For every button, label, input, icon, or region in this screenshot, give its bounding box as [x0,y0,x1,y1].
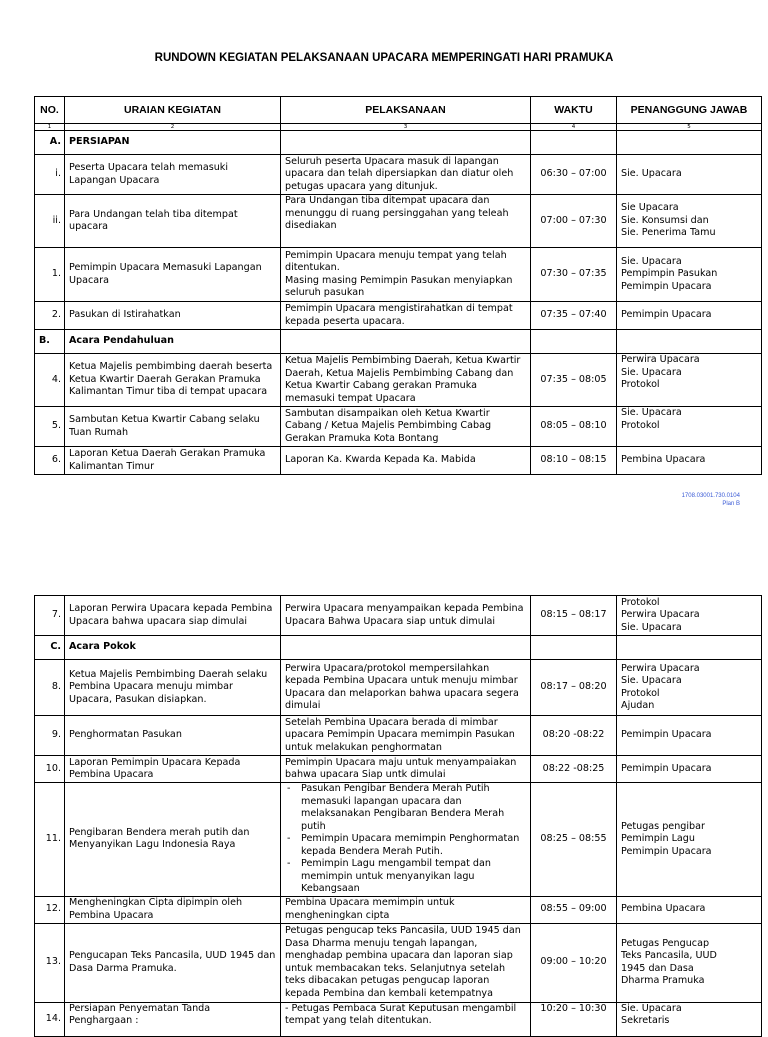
row-penanggung-jawab: Sie Upacara Sie. Konsumsi dan Sie. Penerima Tamu [617,195,762,248]
section-label: PERSIAPAN [65,131,281,155]
row-pelaksanaan: Sambutan disampaikan oleh Ketua Kwartir Cabang / Ketua Majelis Pembimbing Cabag Gerakan Pramuka Kota Bontang [281,407,531,447]
col-index: 3 [281,124,531,131]
row-waktu: 08:22 -08:25 [531,756,617,783]
table-row [35,596,762,636]
table-row [35,302,762,330]
row-waktu: 08:05 – 08:10 [531,407,617,447]
row-waktu: 08:25 – 08:55 [531,783,617,897]
table-row [35,756,762,783]
rundown-table-page-2 [34,595,762,1037]
row-penanggung-jawab: Pembina Upacara [617,447,762,475]
row-uraian: Laporan Pemimpin Upacara Kepada Pembina Upacara [65,756,281,783]
row-pelaksanaan: Para Undangan tiba ditempat upacara dan menunggu di ruang persinggahan yang teleah disediakan [281,195,531,248]
row-uraian: Pengucapan Teks Pancasila, UUD 1945 dan Dasa Darma Pramuka. [65,923,281,1002]
row-number: 5. [35,407,65,447]
table-row [35,923,762,1002]
row-uraian: Pasukan di Istirahatkan [65,302,281,330]
section-number: A. [35,131,65,155]
row-pelaksanaan: Pembina Upacara memimpin untuk mengheningkan cipta [281,896,531,923]
row-pelaksanaan: Perwira Upacara/protokol mempersilahkan kepada Pembina Upacara untuk menuju mimbar Upacara dan melaporkan bahwa upacara segera dimulai [281,660,531,716]
row-number: 6. [35,447,65,475]
pelaksanaan-list [291,783,526,896]
row-pelaksanaan: Pemimpin Upacara menuju tempat yang telah ditentukan. Masing masing Pemimpin Pasukan menyiapkan seluruh pasukan [281,248,531,302]
section-label: Acara Pendahuluan [65,330,281,354]
row-penanggung-jawab: Sie. Upacara Pempimpin Pasukan Pemimpin Upacara [617,248,762,302]
col-index: 4 [531,124,617,131]
row-uraian: Persiapan Penyematan Tanda Penghargaan : [65,1002,281,1036]
row-waktu: 07:30 – 07:35 [531,248,617,302]
rundown-table-page-1 [34,96,762,475]
row-uraian: Laporan Ketua Daerah Gerakan Pramuka Kalimantan Timur [65,447,281,475]
table-row [35,660,762,716]
header-pelaksanaan: PELAKSANAAN [281,97,531,124]
table-row [35,248,762,302]
row-penanggung-jawab: Protokol Perwira Upacara Sie. Upacara [617,596,762,636]
row-pelaksanaan: Ketua Majelis Pembimbing Daerah, Ketua Kwartir Daerah, Ketua Majelis Pembimbing Cabang dan Ketua Kwartir Cabang gerakan Pramuka memasuki tempat Upacara [281,354,531,407]
row-number: 14. [35,1002,65,1036]
row-number: 12. [35,896,65,923]
column-index-row [35,124,762,131]
row-pelaksanaan [281,783,531,897]
row-number: ii. [35,195,65,248]
table-row [35,716,762,756]
row-waktu: 10:20 – 10:30 [531,1002,617,1036]
row-waktu: 07:35 – 07:40 [531,302,617,330]
row-number: 9. [35,716,65,756]
row-number: i. [35,155,65,195]
row-pelaksanaan: Laporan Ka. Kwarda Kepada Ka. Mabida [281,447,531,475]
row-waktu: 06:30 – 07:00 [531,155,617,195]
header-no: NO. [35,97,65,124]
row-uraian: Ketua Majelis pembimbing daerah beserta Ketua Kwartir Daerah Gerakan Pramuka Kalimantan Timur tiba di tempat upacara [65,354,281,407]
section-number: B. [35,330,65,354]
row-uraian: Pengibaran Bendera merah putih dan Menyanyikan Lagu Indonesia Raya [65,783,281,897]
row-penanggung-jawab: Petugas pengibar Pemimpin Lagu Pemimpin Upacara [617,783,762,897]
row-waktu: 08:55 – 09:00 [531,896,617,923]
row-penanggung-jawab: Sie. Upacara Protokol [617,407,762,447]
list-item: - Pasukan Pengibar Bendera Merah Putih memasuki lapangan upacara dan melaksanakan Pengibaran Bendera Merah putih [301,783,526,833]
row-penanggung-jawab: Pembina Upacara [617,896,762,923]
row-penanggung-jawab: Sie. Upacara Sekretaris [617,1002,762,1036]
row-waktu: 08:20 -08:22 [531,716,617,756]
row-number: 10. [35,756,65,783]
row-uraian: Penghormatan Pasukan [65,716,281,756]
section-row [35,330,762,354]
row-waktu: 09:00 – 10:20 [531,923,617,1002]
header-waktu: WAKTU [531,97,617,124]
row-waktu: 08:15 – 08:17 [531,596,617,636]
row-uraian: Mengheningkan Cipta dipimpin oleh Pembina Upacara [65,896,281,923]
row-uraian: Peserta Upacara telah memasuki Lapangan Upacara [65,155,281,195]
section-number: C. [35,636,65,660]
table-row [35,447,762,475]
row-number: 1. [35,248,65,302]
row-waktu: 07:35 – 08:05 [531,354,617,407]
row-number: 11. [35,783,65,897]
table-row [35,407,762,447]
row-waktu: 08:10 – 08:15 [531,447,617,475]
row-uraian: Ketua Majelis Pembimbing Daerah selaku Pembina Upacara menuju mimbar Upacara, Pasukan disiapkan. [65,660,281,716]
header-penanggung-jawab: PENANGGUNG JAWAB [617,97,762,124]
row-uraian: Pemimpin Upacara Memasuki Lapangan Upacara [65,248,281,302]
document-reference [682,492,740,508]
row-number: 4. [35,354,65,407]
list-item: - Pemimpin Lagu mengambil tempat dan memimpin untuk menyanyikan lagu Kebangsaan [301,858,526,896]
row-penanggung-jawab: Petugas Pengucap Teks Pancasila, UUD 1945 dan Dasa Dharma Pramuka [617,923,762,1002]
row-penanggung-jawab: Perwira Upacara Sie. Upacara Protokol Ajudan [617,660,762,716]
row-penanggung-jawab: Pemimpin Upacara [617,302,762,330]
col-index: 2 [65,124,281,131]
row-uraian: Para Undangan telah tiba ditempat upacara [65,195,281,248]
row-number: 8. [35,660,65,716]
row-penanggung-jawab: Pemimpin Upacara [617,756,762,783]
col-index: 1 [35,124,65,131]
row-pelaksanaan: Perwira Upacara menyampaikan kepada Pembina Upacara Bahwa Upacara siap untuk dimulai [281,596,531,636]
row-number: 2. [35,302,65,330]
row-pelaksanaan: - Petugas Pembaca Surat Keputusan mengambil tempat yang telah ditentukan. [281,1002,531,1036]
row-pelaksanaan: Seluruh peserta Upacara masuk di lapangan upacara dan telah dipersiapkan dan diatur oleh petugas upacara yang ditunjuk. [281,155,531,195]
document-number: 1708.03001.730.0104 [681,493,740,499]
row-penanggung-jawab: Pemimpin Upacara [617,716,762,756]
section-row [35,636,762,660]
table-row [35,1002,762,1036]
section-label: Acara Pokok [65,636,281,660]
row-pelaksanaan: Petugas pengucap teks Pancasila, UUD 1945 dan Dasa Dharma menuju tengah lapangan, menghadap pembina upacara dan laporan siap untuk membacakan teks. Selanjutnya setelah teks dibacakan petugas pengucap laporan kepada Pembina dan kembali ketempatnya [281,923,531,1002]
list-item: - Pemimpin Upacara memimpin Penghormatan kepada Bendera Merah Putih. [301,833,526,858]
row-uraian: Sambutan Ketua Kwartir Cabang selaku Tuan Rumah [65,407,281,447]
document-plan: Plan B [722,501,740,507]
table-row [35,896,762,923]
row-waktu: 08:17 – 08:20 [531,660,617,716]
table-row [35,783,762,897]
row-number: 13. [35,923,65,1002]
header-uraian: URAIAN KEGIATAN [65,97,281,124]
row-pelaksanaan: Pemimpin Upacara maju untuk menyampaiakan bahwa upacara Siap untk dimulai [281,756,531,783]
row-penanggung-jawab: Sie. Upacara [617,155,762,195]
table-row [35,354,762,407]
table-row [35,195,762,248]
table-header-row [35,97,762,124]
section-row [35,131,762,155]
col-index: 5 [617,124,762,131]
row-pelaksanaan: Setelah Pembina Upacara berada di mimbar upacara Pemimpin Upacara memimpin Pasukan untuk melakukan penghormatan [281,716,531,756]
row-uraian: Laporan Perwira Upacara kepada Pembina Upacara bahwa upacara siap dimulai [65,596,281,636]
row-waktu: 07:00 – 07:30 [531,195,617,248]
row-penanggung-jawab: Perwira Upacara Sie. Upacara Protokol [617,354,762,407]
row-pelaksanaan: Pemimpin Upacara mengistirahatkan di tempat kepada peserta upacara. [281,302,531,330]
page-title: RUNDOWN KEGIATAN PELAKSANAAN UPACARA MEMPERINGATI HARI PRAMUKA [154,52,614,64]
row-number: 7. [35,596,65,636]
table-row [35,155,762,195]
